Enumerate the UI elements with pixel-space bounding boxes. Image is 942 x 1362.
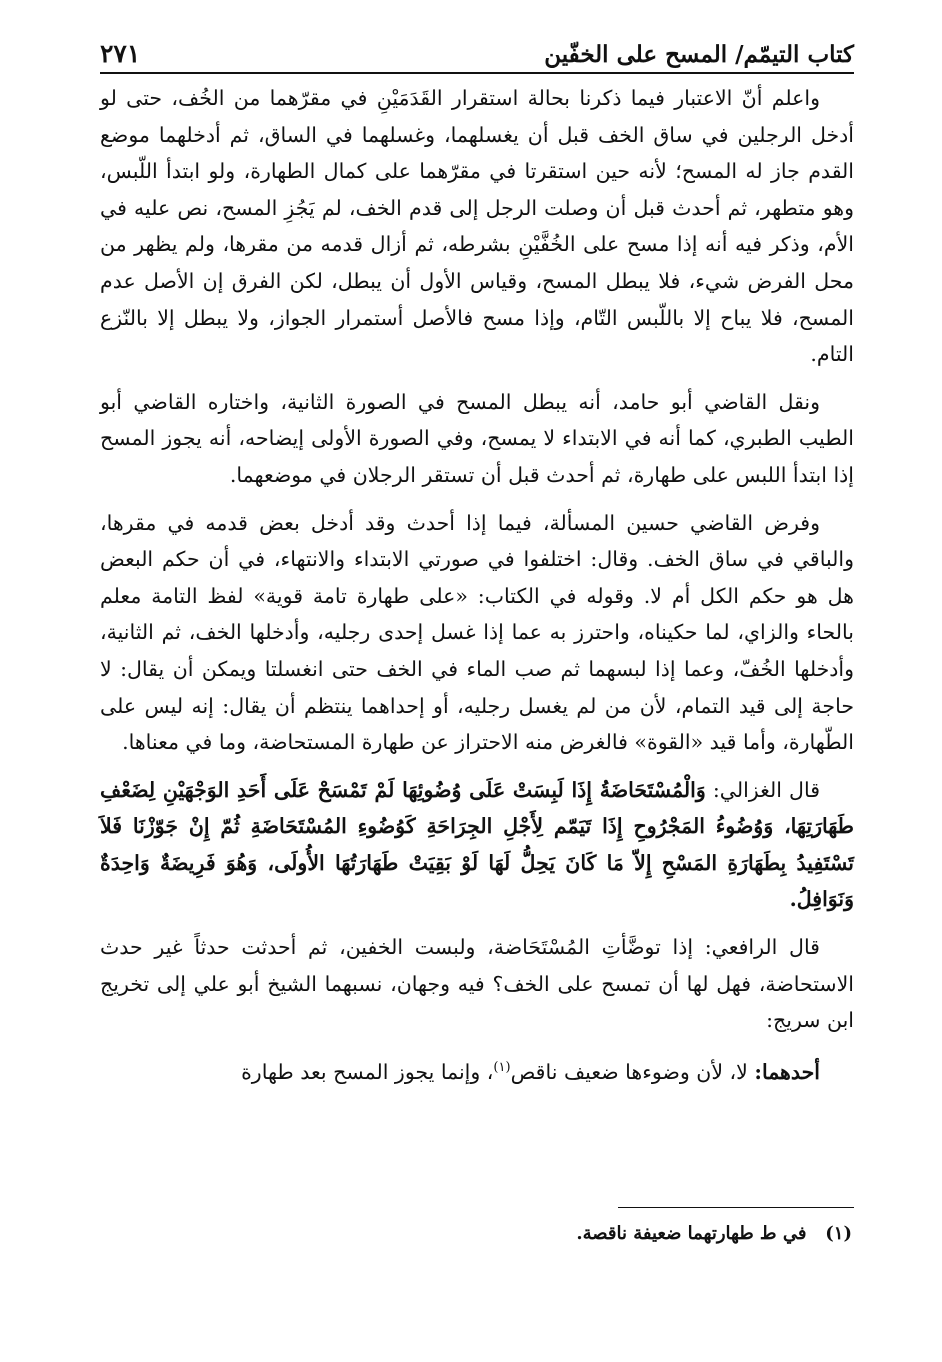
footnote-marker: (١)	[825, 1223, 852, 1244]
paragraph-text: ونقل القاضي أبو حامد، أنه يبطل المسح في الصورة الثانية، واختاره القاضي أبو الطيب الطبري، كما أنه في الابتداء لا يمسح، وفي الصورة الأولى إيضاحه، أنه يجوز المسح إذا ابتدأ اللبس على طهارة، ثم أحدث قبل أن تستقر الرجلان في موضعهما.	[100, 389, 854, 487]
footnote-reference: (١)	[493, 1059, 511, 1075]
paragraph-4-quote	[100, 772, 854, 918]
paragraph-2	[100, 384, 854, 494]
paragraph-tail: ، وإنما يجوز المسح بعد طهارة	[241, 1059, 494, 1084]
footnote-text: في ط طهارتهما ضعيفة ناقصة.	[576, 1223, 807, 1244]
paragraph-text: واعلم أنّ الاعتبار فيما ذكرنا بحالة استقرار القَدَمَيْنِ في مقرّهما من الخُف، حتى لو أدخل الرجلين في ساق الخف قبل أن يغسلهما، وغسلهما في الساق، ثم أدخلهما موضع القدم جاز له المسح؛ لأنه حين استقرتا في مقرّهما على كمال الطهارة، ولو ابتدأ اللّبس، وهو متطهر، ثم أحدث قبل أن وصلت الرجل إلى قدم الخف، لم يَجُزِ المسح، نص عليه في الأم، وذكر فيه أنه إذا مسح على الخُفَّيْنِ بشرطه، ثم أزال قدمه من مقرها، ولم يظهر من محل الفرض شيء، فلا يبطل المسح، وقياس الأول أن يبطل، لكن الفرق إن الأصل عدم المسح، فلا يباح إلا باللّبس التّام، وإذا مسح فالأصل أستمرار الجواز، ولا يبطل إلا بالنّزع التام.	[100, 86, 854, 367]
paragraph-text: لا، لأن وضوءها ضعيف ناقص	[510, 1059, 748, 1084]
header-rule	[100, 72, 854, 74]
paragraph-text: قال الرافعي: إذا توضَّأتِ المُسْتَحَاضة، ولبست الخفين، ثم أحدثت حدثاً غير حدث الاستحاضة، فهل لها أن تمسح على الخف؟ فيه وجهان، نسبهما الشيخ أبو علي إلى تخريج ابن سريج:	[100, 935, 854, 1033]
page-number: ٢٧١	[100, 39, 141, 68]
quoted-matn: وَالْمُسْتَحَاضَةُ إِذَا لَبِسَتْ عَلَى وُضُوئِهَا لَمْ تَمْسَحْ عَلَى أَحَدِ الوَجْهَيْنِ لِضَعْفِ طَهَارَتِهَا، وَوُضُوءُ المَجْرُوحِ إِذَا تَيَمّم لِأَجْلِ الجِرَاحَةِ كَوُضُوءِ المُسْتَحَاضَةِ ثُمّ إِنْ جَوّزْنَا فَلاَ تَسْتَفِيدُ بِطَهَارَةِ المَسْحِ إِلاّ مَا كَانَ يَحِلُّ لَهَا لَوْ بَقِيَتْ طَهَارَتُهَا الأُولَى، وَهُوَ فَرِيضَةٌ وَاحِدَةٌ وَنَوَافِلُ.	[100, 777, 854, 912]
chapter-title: كتاب التيمّم/ المسح على الخفّين	[544, 41, 854, 68]
lead-word: أحدهما:	[754, 1059, 820, 1084]
speaker-label: قال الغزالي:	[712, 777, 820, 802]
paragraph-6	[100, 1050, 854, 1090]
body-text	[100, 80, 854, 1101]
running-header	[100, 22, 854, 66]
footnote-rule	[618, 1207, 854, 1208]
paragraph-text: وفرض القاضي حسين المسألة، فيما إذا أحدث وقد أدخل بعض قدمه في مقرها، والباقي في ساق الخف. وقال: اختلفوا في صورتي الابتداء والانتهاء، في أن حكم البعض هل هو حكم الكل أم لا. وقوله في الكتاب: «على طهارة تامة قوية» لفظ التامة معلم بالحاء والزاي، لما حكيناه، واحترز به عما إذا غسل إحدى رجليه، وأدخلها الخف، ثم الثانية، وأدخلها الخُفّ، وعما إذا لبسهما ثم صب الماء في الخف حتى انغسلتا ويمكن أن يقال: لا حاجة إلى قيد التمام، لأن من لم يغسل رجليه، أو إحداهما ينتظم أن يقال: إنه ليس على الطّهارة، وأما قيد «القوة» فالغرض منه الاحتراز عن طهارة المستحاضة، وما في معناها.	[100, 510, 855, 755]
paragraph-1	[100, 80, 854, 373]
paragraph-3	[100, 505, 854, 761]
paragraph-5	[100, 929, 854, 1039]
footnote	[100, 1221, 852, 1247]
